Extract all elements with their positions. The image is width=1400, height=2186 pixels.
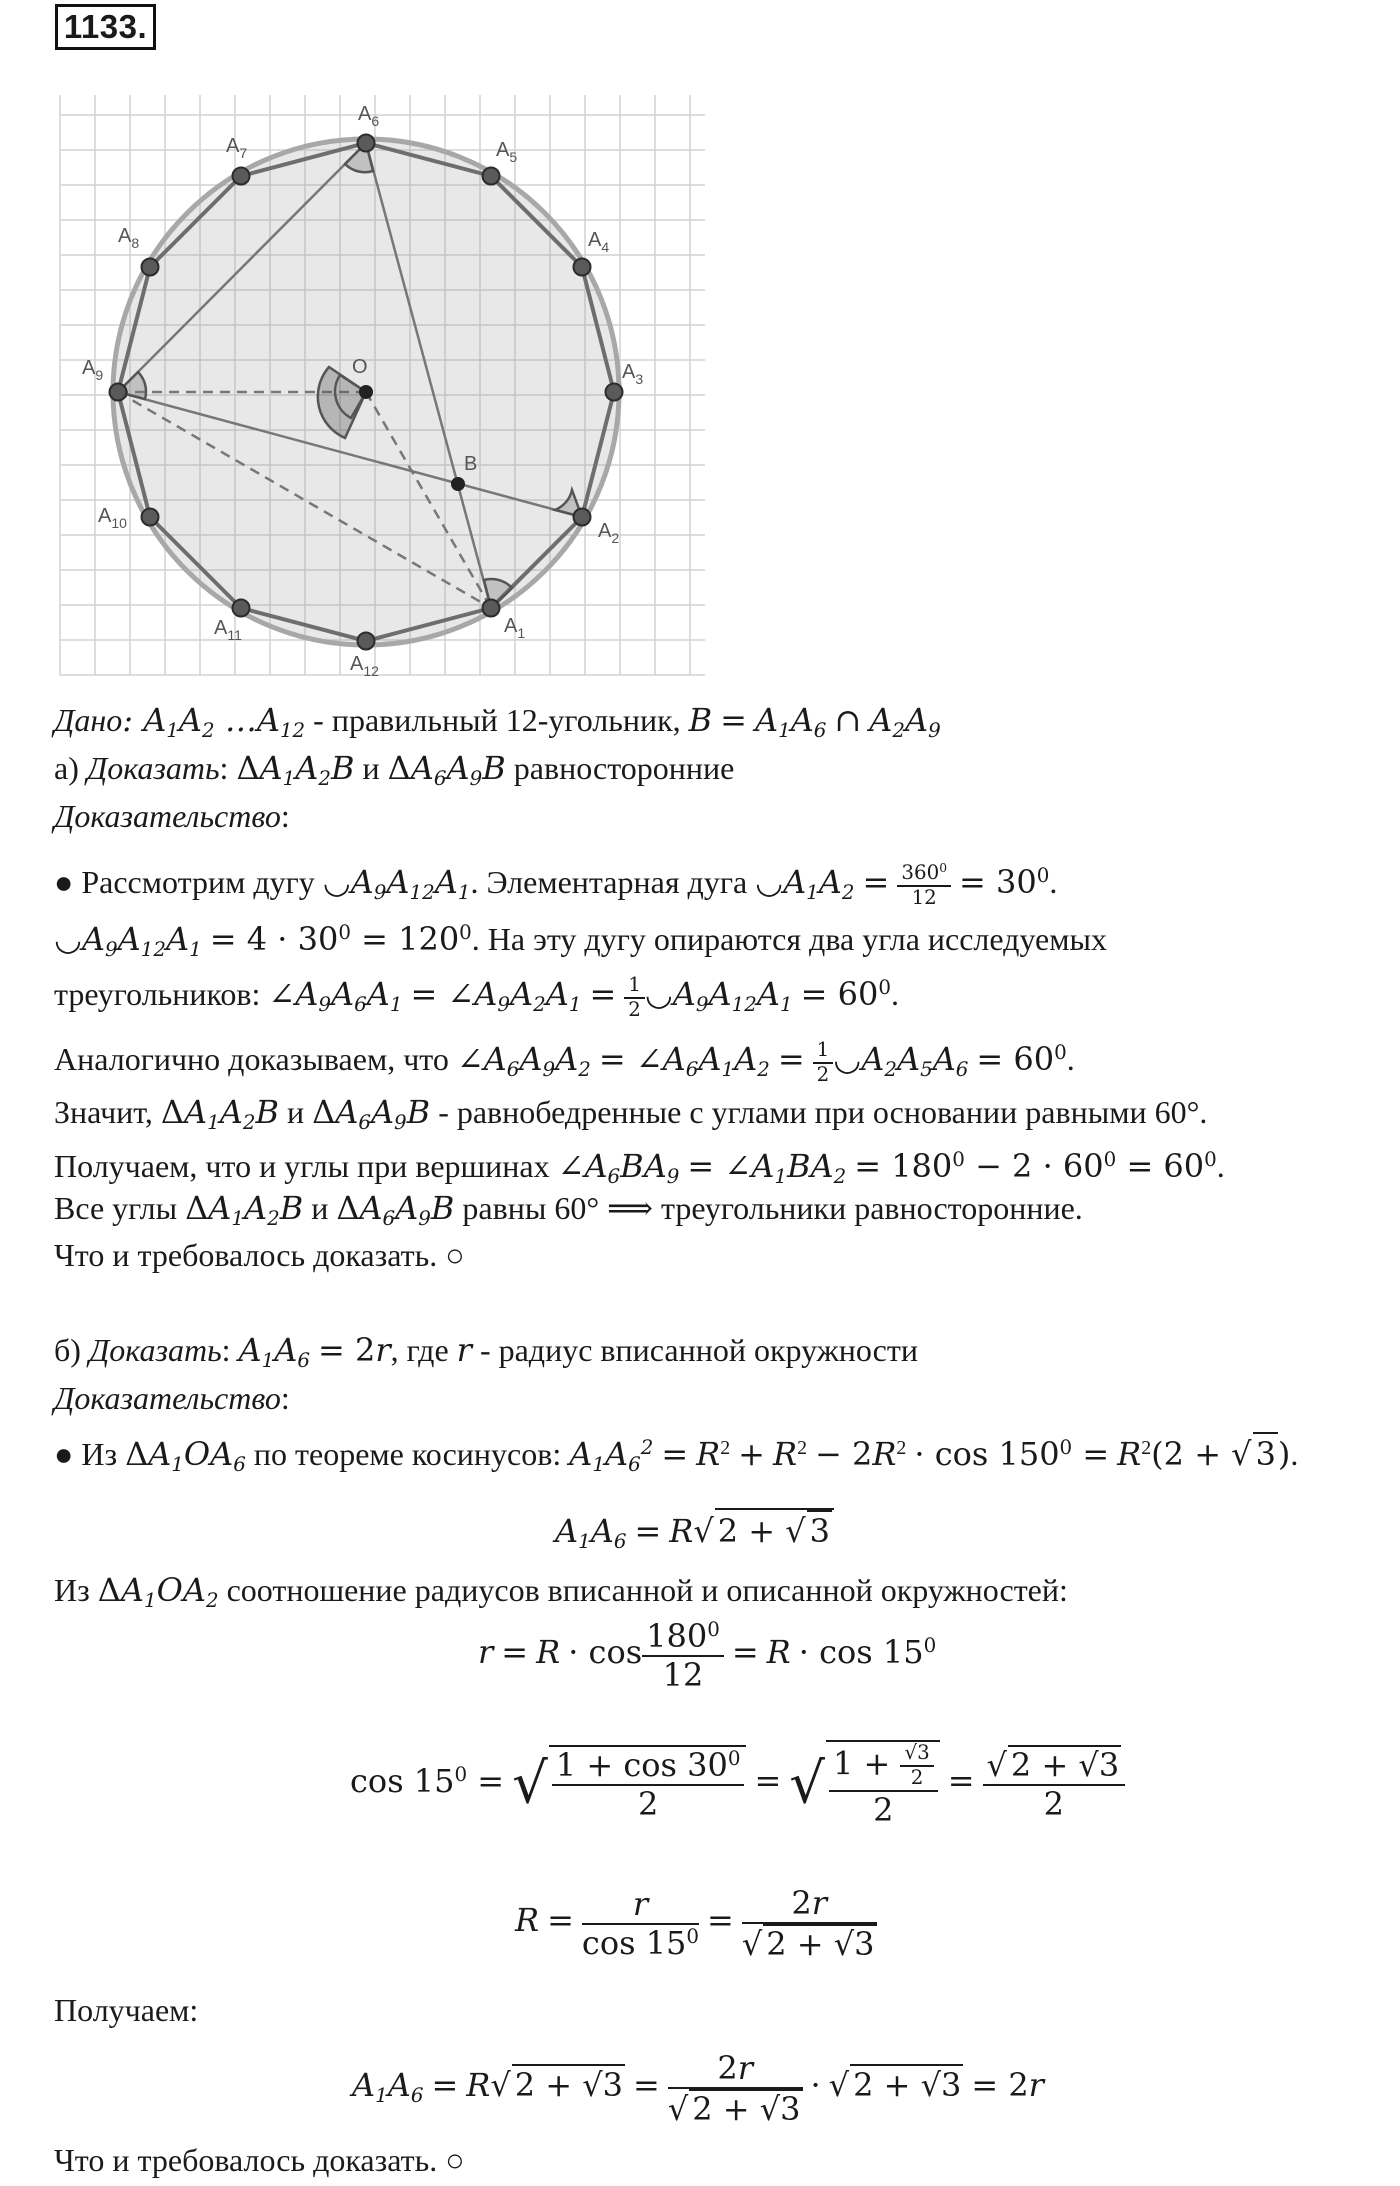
part-a-line5: Значит, $\Delta A_1A_2B$ и $\Delta A_6A_9B$ - равнобедренные с углами при основании равными 60°. (54, 1093, 1208, 1134)
part-a-prove: а) Доказать: $\Delta A_1A_2B$ и $\Delta A_6A_9B$ равносторонние (54, 749, 735, 790)
vertex-a10 (142, 509, 159, 526)
vertex-a12 (358, 633, 375, 650)
part-a-proof-label: Доказательство: (54, 798, 290, 834)
vertex-a1 (483, 600, 500, 617)
eq5: $A_1A_6 = R√$ 2 + √3 = $\frac{2r}{√ 2 + √3}$ · √ 2 + √3 = 2r (352, 2049, 1044, 2128)
part-a-line2: $◡A_9A_{12}A_1 = 4 \cdot 30^0 = 120^0$. На эту дугу опираются два угла исследуемых (54, 919, 1107, 961)
svg-text:A6: $A_6$ (358, 103, 380, 129)
given-line: Дано: $A_1A_2$ $\dots A_{12}$ - правильный 12-угольник, $B = A_1A_6$ ∩ $A_2A_9$ (54, 701, 941, 742)
part-b-obtain: Получаем: (54, 1992, 199, 2028)
center-point (359, 385, 373, 399)
part-a-qed: Что и требовалось доказать. ○ (54, 1237, 465, 1273)
intersection-point (451, 477, 465, 491)
task-number: 1133. (55, 4, 156, 50)
svg-text:A12: $A_{12}$ (350, 653, 379, 679)
svg-text:A5: $A_5$ (496, 139, 518, 165)
vertex-a11 (233, 600, 250, 617)
svg-text:A4: $A_4$ (588, 229, 610, 255)
part-a-line1: ● Рассмотрим дугу $◡A_9A_{12}A_1$. Элементарная дуга $◡A_1A_2$ = $\frac{360^0}{12}$ = $30^0$. (54, 861, 1058, 909)
center-label: O (352, 356, 368, 378)
vertex-a6 (358, 135, 375, 152)
eq1: $A_1A_6 = R√$ 2 + √ 3 (555, 1508, 834, 1553)
eq2: r = R · cos $\frac{180^0}{12}$ = $R \cdot \cos 15^0$ (478, 1617, 937, 1694)
svg-text:A2: $A_2$ (598, 520, 620, 546)
svg-text:A10: $A_{10}$ (98, 505, 127, 531)
svg-text:A7: $A_7$ (226, 135, 248, 161)
svg-text:A9: $A_9$ (82, 357, 104, 383)
part-a-line4: Аналогично доказываем, что $\angle A_6A_9A_2$ = $\angle A_6A_1A_2$ = $\frac{1}{2}$ $◡A_2A_5A_6 = 60^0$. (54, 1037, 1075, 1086)
eq4: R = $\frac{r}{\cos 15^0}$ = $\frac{2r}{√ 2 + √3}$ (515, 1884, 875, 1963)
vertex-a5 (483, 168, 500, 185)
svg-text:A8: $A_8$ (118, 225, 140, 251)
dodecagon-figure (0, 0, 720, 690)
vertex-a9 (110, 384, 127, 401)
part-b-line2: Из $\Delta A_1OA_2$ соотношение радиусов вписанной и описанной окружностей: (54, 1571, 1068, 1612)
vertex-a8 (142, 259, 159, 276)
part-a-line3: треугольников: $\angle A_9A_6A_1$ = $\angle A_9A_2A_1$ = $\frac{1}{2}$ $◡A_9A_{12}A_1 = 60^0$. (54, 972, 899, 1021)
svg-text:A11: $A_{11}$ (214, 617, 242, 643)
vertex-a3 (606, 384, 623, 401)
vertex-a7 (233, 168, 250, 185)
part-b-prove: б) Доказать: $A_1A_6 = 2r$, где r - радиус вписанной окружности (54, 1331, 918, 1372)
part-b-proof-label: Доказательство: (54, 1380, 290, 1416)
part-a-line6: Получаем, что и углы при вершинах $\angle A_6BA_9$ = $\angle A_1BA_2 = 180^0 - 2 \cdot 60^0 = 60^0$. (54, 1146, 1225, 1188)
vertex-a2 (574, 509, 591, 526)
intersection-label: B (464, 453, 478, 475)
given-label: Дано (54, 702, 123, 738)
part-a-line7: Все углы $\Delta A_1A_2B$ и $\Delta A_6A_9B$ равны 60° ⟹ треугольники равносторонние. (54, 1189, 1083, 1230)
vertex-a4 (574, 259, 591, 276)
part-b-line1: ● Из $\Delta A_1OA_6$ по теореме косинусов: $A_1A_6^2 = R^2 + R^2 - 2R^2 \cdot \cos 150^0 = R^2(2$ + √ 3). (54, 1428, 1298, 1485)
svg-text:A3: $A_3$ (622, 361, 644, 387)
part-b-qed: Что и требовалось доказать. ○ (54, 2142, 465, 2178)
svg-text:A1: $A_1$ (504, 615, 526, 641)
eq3: $\cos 15^0$ = √ $\frac{1 + \cos 30^0}{2}$ = √ 1 + $\frac{√3}{2}$ 2 = $\frac{√ 2 + √3}{2}$ (350, 1740, 1125, 1828)
